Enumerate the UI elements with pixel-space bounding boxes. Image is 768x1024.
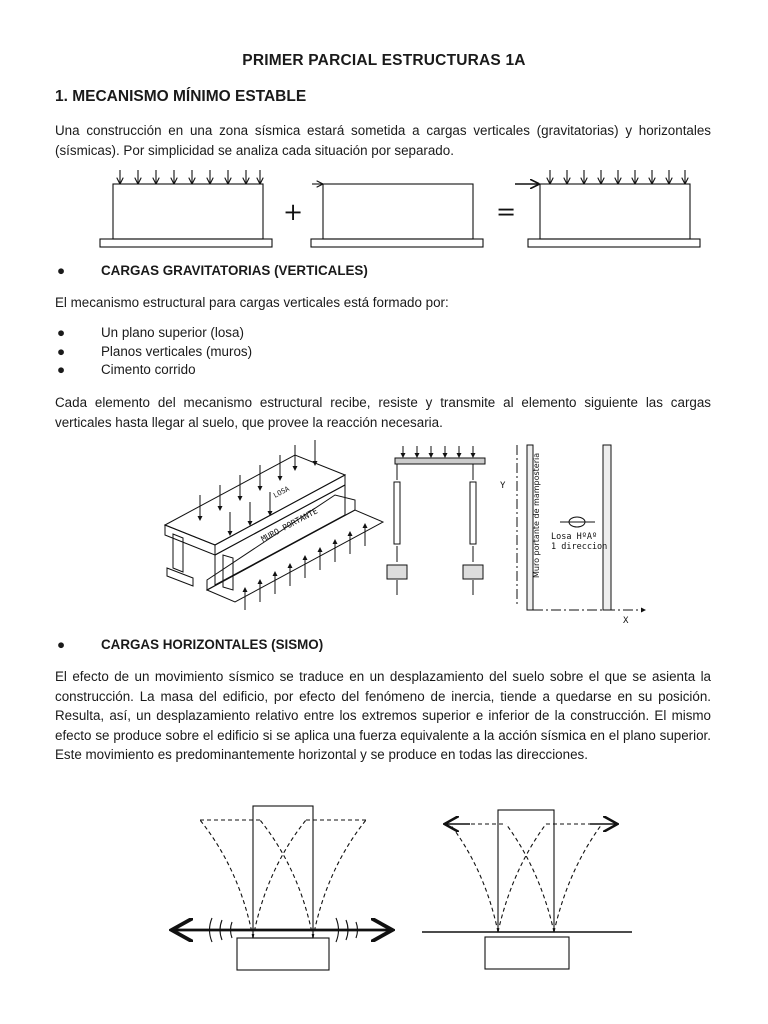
equals-symbol: = [495,198,517,226]
losa-hoao-label: Losa HºAº [551,532,598,542]
vertical-loads-heading: ● CARGAS GRAVITATORIAS (VERTICALES) [57,263,368,278]
plus-symbol: + [282,198,304,226]
vertical-mechanism-figure [155,440,655,625]
mechanism-list [57,324,252,380]
section-heading: 1. MECANISMO MÍNIMO ESTABLE [55,88,307,105]
vertical-loads-lead: El mecanismo estructural para cargas verticales está formado por: [55,295,449,310]
losa-direction-label: 1 direccion [551,542,608,552]
horizontal-loads-paragraph: El efecto de un movimiento sísmico se traduce en un desplazamiento del suelo sobre el que se asienta la construcción. La masa del edificio, por efecto del fenómeno de inercia, tiende a quedarse en su posición. Resulta, así, un desplazamiento relativo entre los extremos superior e inferior de la construcción. El mismo efecto se produce sobre el edificio si se aplica una fuerza equivalente a la acción sísmica en el plano superior. Este movimiento es predominantemente horizontal y se produce en todas las direcciones. [55,669,711,762]
intro-paragraph: Una construcción en una zona sísmica estará sometida a cargas verticales (gravitatorias) y horizontales (sísmicas). Por simplicidad se analiza cada situación por separado. [55,123,711,158]
axis-x-label: X [623,616,629,626]
page-title: PRIMER PARCIAL ESTRUCTURAS 1A [242,52,526,69]
axis-y-label: Y [500,481,506,491]
muro-mamposteria-label: Muro portante de mampostería [532,452,541,578]
horizontal-loads-heading: ● CARGAS HORIZONTALES (SISMO) [57,637,324,652]
muro-portante-label: MURO PORTANTE [259,506,320,544]
vertical-load-arrows [120,170,260,183]
load-combination-diagram [0,162,768,252]
list-item: ● Cimento corrido [57,362,196,377]
losa-label: LOSA [272,484,291,500]
seismic-displacement-figure [160,800,640,980]
list-item: ● Planos verticales (muros) [57,343,253,359]
bullet: ● [57,263,66,278]
list-item: ● Un plano superior (losa) [57,325,244,340]
vertical-loads-closing: Cada elemento del mecanismo estructural recibe, resiste y transmite al elemento siguiente las cargas verticales hasta llegar al suelo, que provee la reacción necesaria. [55,395,711,430]
